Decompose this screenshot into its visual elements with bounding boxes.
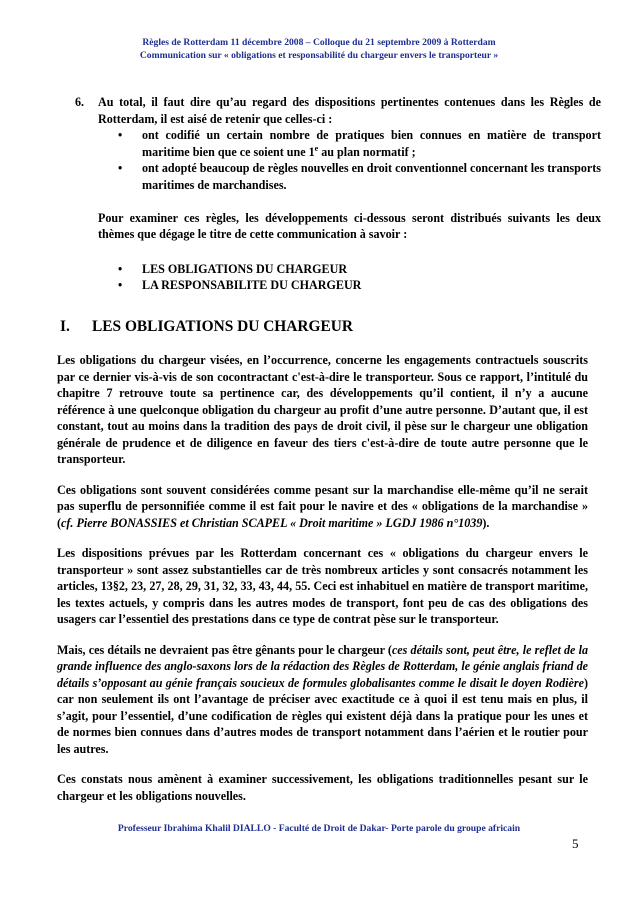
section-content	[57, 352, 588, 818]
paragraph: Mais, ces détails ne devraient pas être gênants pour le chargeur (ces détails sont, peut être, le reflet de la grande influence des anglo-saxons lors de la rédaction des Règles de Rotterdam, le génie anglais friand de détails s’opposant au génie français soucieux de formules globalisantes comme le disait le doyen Rodière) car non seulement ils ont l’avantage de préciser avec exactitude ce à quoi il est tenu mais en plus, il s’agit, pour l’essentiel, d’une codification de règles qui existent déjà dans la pratique pour les unes et de normes bien connues dans d’autres modes de transport notamment dans l’aérien et le routier pour les autres.	[57, 642, 588, 756]
header-line-2: Communication sur « obligations et responsabilité du chargeur envers le transporteur »	[139, 50, 499, 61]
header-line-1: Règles de Rotterdam 11 décembre 2008 – Colloque du 21 septembre 2009 à Rotterdam	[142, 37, 496, 48]
theme-item	[116, 261, 601, 278]
bullet-icon: •	[118, 261, 123, 276]
page-number: 5	[572, 836, 579, 851]
paragraph: Ces constats nous amènent à examiner successivement, les obligations traditionnelles pesant sur le chargeur et les obligations nouvelles.	[57, 772, 588, 803]
paragraph: Les obligations du chargeur visées, en l’occurrence, concerne les engagements contractuels souscrits par ce dernier vis-à-vis de son cocontractant c'est-à-dire le transporteur. Sous ce rapport, l’intitulé du chapitre 7 retrouve toute sa pertinence car, des développements qu’il contient, il n’y a aucune référence à une quelconque obligation du chargeur au profit d’une autre personne. D’autant que, il est constant, tout au moins dans la tradition des pays de droit civil, il pèse sur le chargeur une obligation générale de prudence et de diligence en faveur des tiers c'est-à-dire de toute autre personne que le transporteur.	[57, 353, 588, 466]
theme-text: LES OBLIGATIONS DU CHARGEUR	[142, 261, 348, 276]
italic-remark: ces détails sont, peut être, le reflet de la grande influence des anglo-saxons lors de la rédaction des Règles de Rotterdam, le génie anglais friand de détails s’opposant au génie français soucieux de formules globalisantes comme le disait le doyen Rodière	[57, 642, 588, 690]
paragraph: Ces obligations sont souvent considérées comme pesant sur la marchandise elle-même qu’il ne serait pas superflu de personnifiée comme il est fait pour le navire et des « obligations de la marchandise » (cf. Pierre BONASSIES et Christian SCAPEL « Droit maritime » LGDJ 1986 n°1039).	[57, 482, 588, 530]
theme-item	[116, 277, 601, 294]
bullet-icon: •	[118, 128, 123, 143]
bullet-icon: •	[118, 161, 123, 176]
page-header	[0, 36, 638, 62]
intro-text: Pour examiner ces règles, les développements ci-dessous seront distribués suivants les deux thèmes que dégage le titre de cette communication à savoir :	[98, 210, 601, 242]
citation: cf. Pierre BONASSIES et Christian SCAPEL « Droit maritime » LGDJ 1986 n°1039	[61, 515, 483, 530]
numbered-item-6	[75, 94, 601, 294]
paragraph: Les dispositions prévues par les Rotterdam concernant ces « obligations du chargeur envers le transporteur » sont assez substantielles car de très nombreux articles y sont consacrés notamment les articles, 13§2, 23, 27, 28, 29, 31, 32, 33, 43, 44, 55. Ceci est inhabituel en matière de transport maritime, les textes actuels, y compris dans les autres modes de transport, font peu de cas des obligations des usagers car l’essentiel des prestations dans ce type de contrat pèse sur le transporteur.	[57, 546, 588, 626]
theme-text: LA RESPONSABILITE DU CHARGEUR	[142, 278, 362, 293]
page-footer: Professeur Ibrahima Khalil DIALLO - Faculté de Droit de Dakar- Porte parole du groupe africain	[117, 823, 521, 834]
section-number: I.	[60, 318, 70, 335]
ordinal-superscript: e	[314, 143, 319, 153]
section-title: LES OBLIGATIONS DU CHARGEUR	[92, 318, 353, 335]
item-text: Au total, il faut dire qu’au regard des dispositions pertinentes contenues dans les Règles de Rotterdam, il est aisé de retenir que celles-ci :	[98, 95, 601, 126]
bullet-text: ont adopté beaucoup de règles nouvelles en droit conventionnel concernant les transports maritimes de marchandises.	[142, 161, 602, 192]
bullet-item	[116, 127, 601, 160]
bullet-text: ont codifié un certain nombre de pratiques bien connues en matière de transport maritime bien que ce soient une 1e au plan normatif ;	[142, 128, 601, 159]
bullet-item	[116, 160, 601, 193]
item-number: 6.	[75, 95, 85, 109]
bullet-icon: •	[118, 278, 123, 293]
